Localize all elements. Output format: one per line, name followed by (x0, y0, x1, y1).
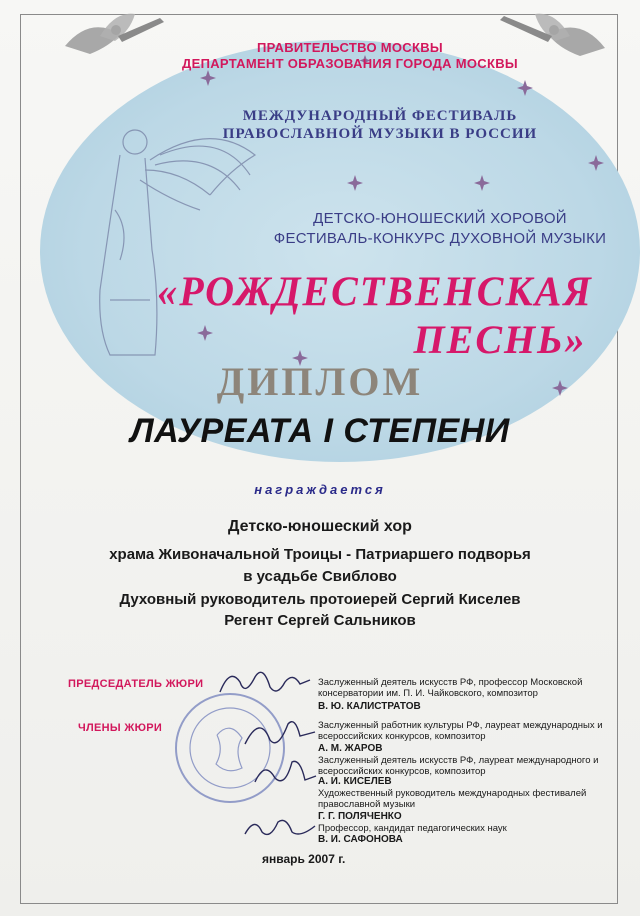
jury-member-2-name: А. И. КИСЕЛЕВ (318, 776, 392, 787)
festival-line-2: ПРАВОСЛАВНОЙ МУЗЫКИ В РОССИИ (222, 126, 538, 142)
diploma-heading: ДИПЛОМ (216, 359, 424, 404)
recipient-line-3: в усадьбе Свиблово (243, 568, 397, 585)
contest-line-2: ФЕСТИВАЛЬ-КОНКУРС ДУХОВНОЙ МУЗЫКИ (273, 230, 607, 247)
recipient-line-2: храма Живоначальной Троицы - Патриаршего подворья (109, 546, 531, 563)
recipient-line-4: Духовный руководитель протоиерей Сергий Киселев (119, 591, 521, 608)
contest-line-1: ДЕТСКО-ЮНОШЕСКИЙ ХОРОВОЙ (313, 210, 567, 227)
issue-date: январь 2007 г. (262, 852, 346, 866)
jury-chair-title: Заслуженный деятель искусств РФ, профессор Московской консерватории им. П. И. Чайковского, композитор (318, 677, 583, 699)
signature-member-2-icon (250, 752, 320, 792)
contest-title-line-2: ПЕСНЬ» (413, 317, 587, 362)
jury-member-2-title: Заслуженный деятель искусств РФ, лауреат международного и всероссийских конкурсов, композитор (318, 755, 599, 777)
jury-member-1-name: А. М. ЖАРОВ (318, 743, 383, 754)
signature-chair-icon (215, 662, 315, 702)
jury-member-3-title: Художественный руководитель международных фестивалей православной музыки (318, 788, 587, 810)
jury-member-1-title: Заслуженный работник культуры РФ, лауреат международных и всероссийских конкурсов, композитор (318, 720, 603, 742)
jury-chair-label: ПРЕДСЕДАТЕЛЬ ЖЮРИ (68, 678, 204, 690)
jury-member-4-name: В. И. САФОНОВА (318, 834, 403, 845)
laureate-degree: ЛАУРЕАТА I СТЕПЕНИ (130, 412, 510, 450)
jury-member-4-title: Профессор, кандидат педагогических наук (318, 823, 507, 834)
department-title: ДЕПАРТАМЕНТ ОБРАЗОВАНИЯ ГОРОДА МОСКВЫ (182, 56, 518, 71)
recipient-line-5: Регент Сергей Сальников (224, 612, 416, 629)
signature-member-1-icon (240, 712, 320, 752)
government-title: ПРАВИТЕЛЬСТВО МОСКВЫ (257, 40, 443, 55)
festival-line-1: МЕЖДУНАРОДНЫЙ ФЕСТИВАЛЬ (242, 108, 518, 124)
recipient-line-1: Детско-юношеский хор (228, 518, 412, 535)
jury-chair-name: В. Ю. КАЛИСТРАТОВ (318, 701, 421, 712)
contest-title-line-1: «РОЖДЕСТВЕНСКАЯ (157, 267, 593, 316)
awarded-label: награждается (254, 482, 386, 497)
jury-members-label: ЧЛЕНЫ ЖЮРИ (78, 722, 163, 734)
signature-member-3-icon (240, 812, 320, 842)
jury-member-3-name: Г. Г. ПОЛЯЧЕНКО (318, 811, 402, 822)
